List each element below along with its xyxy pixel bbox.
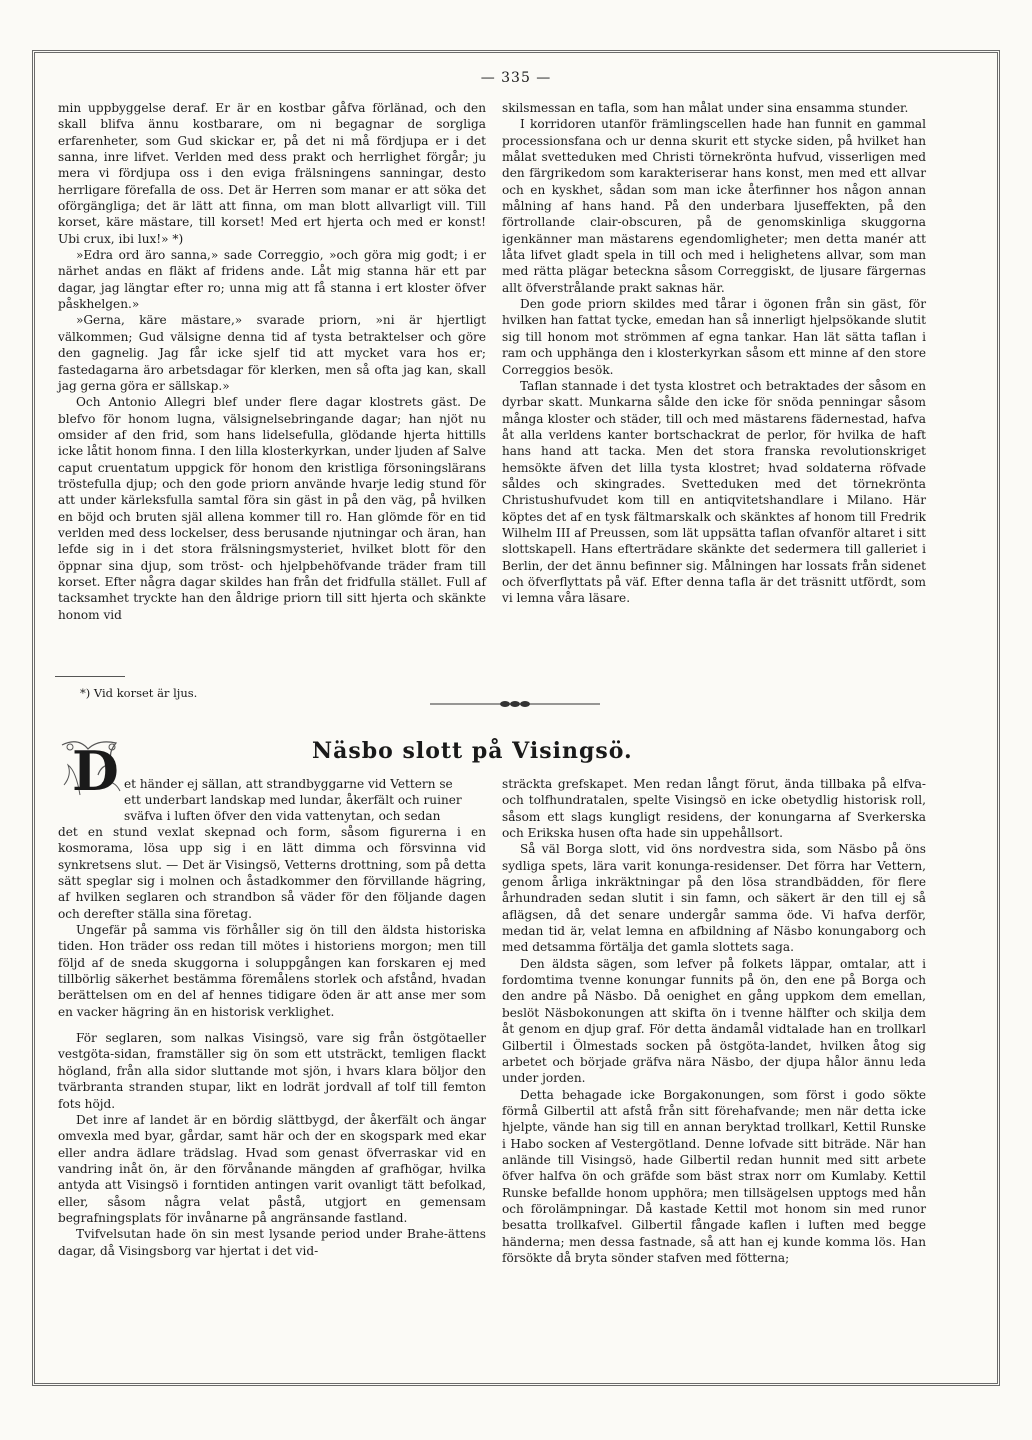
paragraph: »Edra ord äro sanna,» sade Correggio, »och göra mig godt; i er närhet andas en fläkt af fridens ande. Låt mig stanna här ett par dagar, jag längtar efter ro; unna mig att få stanna i ert kloster öfver påskhelgen.» bbox=[58, 248, 486, 312]
paragraph: För seglaren, som nalkas Visingsö, vare sig från östgötaeller vestgöta-sidan, framställer sig ön som ett utsträckt, temligen flackt högland, från alla sidor sluttande mot sjön, i hvars klara böljor den tvärbranta stranden stupar, likt en lodrät jordvall af tolf till femton fots höjd. bbox=[58, 1031, 486, 1111]
column-3-intro-line: et händer ej sällan, att strandbyggarne vid Vettern se bbox=[124, 777, 453, 791]
article-title: Näsbo slott på Visingsö. bbox=[312, 738, 633, 764]
paragraph: Och Antonio Allegri blef under flere dagar klostrets gäst. De blefvo för honom lugna, välsignelsebringande dagar; han njöt nu omsider af den frid, som hans lidelsefulla, glödande hjerta hittills icke låtit honom finna. I den lilla klosterkyrkan, under ljuden af Salve caput cruentatum uppgick för honom den kristliga försoningslärans tröstefulla djup; och den gode priorn använde hvarje ledig stund för att under kärleksfulla samtal föra sin gäst in på den väg, på hvilken en böjd och bruten själ allena kommer till ro. Han glömde för en tid verlden med dess lockelser, dess berusande njutningar och äran, han lefde sig in i det stora frälsningsmysteriet, hvilket blott för den öppnar sina djup, som tröst- och hjelpbehöfvande träder fram till korset. Efter några dagar skildes han från det fridfulla stället. Full af tacksamhet tryckte han den åldrige priorn till sitt hjerta och skänkte honom vid bbox=[58, 395, 486, 622]
paragraph: Det inre af landet är en bördig slättbygd, der åkerfält och ängar omvexla med byar, gårdar, samt här och der en skogspark med ekar eller andra ädlare trädslag. Hvad som genast öfverraskar vid en vandring inåt ön, är den förvånande mängden af grafhögar, hvilka antyda att Visingsö i forntiden antingen varit ovanligt tätt befolkad, eller, såsom några velat påstå, utgjort en gemensam begrafningsplats för invånarne på angränsande fastland. bbox=[58, 1112, 486, 1225]
column-3-intro-line: ett underbart landskap med lundar, åkerfält och ruiner bbox=[124, 793, 462, 807]
paragraph: det en stund vexlat skepnad och form, såsom figurerna i en kosmorama, lösa upp sig i en lätt dimma och försvinna vid synkretsens slut. — Det är Visingsö, Vetterns drottning, som på detta sätt speglar sig i molnen och åstadkommer den förvillande hägring, af hvilken seglaren och strandbon så väder för den följande dagen och derefter ställa sina företag. bbox=[58, 825, 486, 921]
drop-cap-letter: D bbox=[72, 739, 119, 803]
paragraph: Detta behagade icke Borgakonungen, som först i godo sökte förmå Gilbertil att afstå från sitt förehafvande; men när detta icke hjelpte, vände han sig till en annan beryktad trollkarl, Kettil Runske i Habo socken af Vestergötland. Denne lofvade sitt biträde. När han anlände till Visingsö, hade Gilbertil redan hunnit med sitt arbete öfver halfva ön och gräfde som bäst strax norr om Kumlaby. Kettil Runske befallde honom upphöra; men tillsägelsen upptogs med hån och förolämpningar. Då kastade Kettil mot honom sin med runor besatta trollkafvel. Gilbertil fångade kaflen i luften med begge händerna; men dessa fastnade, så att han ej kunde komma lös. Han försökte då bryta sönder stafven med fötterna; bbox=[502, 1087, 926, 1265]
drop-cap bbox=[58, 735, 124, 803]
footnote-rule bbox=[55, 676, 125, 677]
paragraph: skilsmessan en tafla, som han målat under sina ensamma stunder. bbox=[502, 101, 909, 115]
paragraph: I korridoren utanför främlingscellen hade han funnit en gammal processionsfana och ur denna skurit ett stycke siden, på hvilket han målat svetteduken med Christi törnekrönta hufvud, visserligen med den färgrikedom som karakteriserar hans konst, men med ett allvar och en kyskhet, sådan som man icke återfinner hos någon annan målning af hans hand. På den underbara ljuseffekten, på den förtrollande clair-obscuren, på de genomskinliga skuggorna igenkänner man mästarens egendomligheter; men detta manér att låta lifvet gladt spela in till och med i helighetens allvar, som man med rätta plägar beteckna såsom Correggiskt, de ljusare färgernas allt öfverstrålande prakt saknas här. bbox=[502, 117, 926, 295]
paragraph: Taflan stannade i det tysta klostret och betraktades der såsom en dyrbar skatt. Munkarna sålde den icke för snöda penningar såsom många kloster och städer, till och med mästarens fädernestad, hafva åt alla verldens kanter bortschackrat de perlor, för hvilka de haft hans hand att tacka. Men det stora franska revolutionskriget hemsökte äfven det lilla tysta klostret; hvad soldaterna röfvade såldes och skingrades. Svetteduken med det törnekrönta Christushufvudet kom till en antiqvitetshandlare i Milano. Här köptes det af en tysk fältmarskalk och skänktes af honom till Fredrik Wilhelm III af Preussen, som lät uppsätta taflan ofvanför altaret i sitt slottskapell. Hans efterträdare skänkte det sedermera till galleriet i Berlin, der det ännu befinner sig. Målningen har lossats från sidenet och öfverflyttats på väf. Efter denna tafla är det träsnitt utfördt, som vi lemna våra läsare. bbox=[502, 378, 926, 606]
paragraph: min uppbyggelse deraf. Er är en kostbar gåfva förlänad, och den skall blifva ännu kostbarare, om ni begagnar de sorgliga erfarenheter, som Gud skickar er, på det ni må fördjupa er i det sanna, inre lifvet. Verlden med dess prakt och herrlighet förgår; ju mera vi fördjupa oss i den eviga frälsningens sanningar, desto herrligare förefalla de oss. Det är Herren som manar er att söka det oförgängliga; det är lätt att finna, om man blott allvarligt vill. Till korset, käre mästare, till korset! Med ert hjerta och med er konst! Ubi crux, ibi lux!» *) bbox=[58, 101, 486, 246]
column-2 bbox=[502, 100, 926, 607]
paragraph: »Gerna, käre mästare,» svarade priorn, »ni är hjertligt välkommen; Gud välsigne denna tid af tysta betraktelser och göre den gagnelig. Jag får icke sjelf tid att mycket vara hos er; fastedagarna äro arbetsdagar för klerken, men så ofta jag kan, skall jag gerna göra er sällskap.» bbox=[58, 313, 486, 393]
page-number: — 335 — bbox=[480, 70, 552, 86]
column-1 bbox=[58, 100, 486, 623]
footnote: *) Vid korset är ljus. bbox=[80, 686, 198, 700]
paragraph: Den gode priorn skildes med tårar i ögonen från sin gäst, för hvilken han fattat tycke, emedan han så innerligt hjelpsökande slutit sig till honom mot strömmen af egna tankar. Han lät sätta taflan i ram och upphänga den i klosterkyrkan såsom ett minne af den store Correggios besök. bbox=[502, 297, 926, 377]
paragraph: Så väl Borga slott, vid öns nordvestra sida, som Näsbo på öns sydliga spets, lära varit konunga-residenser. Det förra har Vettern, genom årliga inkräktningar på den lösa strandbädden, för flere århundraden sedan slutit i sin famn, och säkert är den till ej så aflägsen, då det senare undergår samma öde. Vi hafva derför, medan tid är, velat lemna en afbildning af Näsbo konungaborg och med detsamma förtälja det gamla slottets saga. bbox=[502, 842, 926, 955]
ornament-divider bbox=[430, 700, 600, 708]
paragraph: Tvifvelsutan hade ön sin mest lysande period under Brahe-ättens dagar, då Visingsborg var hjertat i det vid- bbox=[58, 1227, 486, 1258]
paragraph: sträckta grefskapet. Men redan långt förut, ända tillbaka på elfva- och tolfhundratalen, spelte Visingsö en icke obetydlig historisk roll, såsom ett slags kungligt residens, der konungarna af Sverkerska och Erikska husen ofta hade sin uppehållsort. bbox=[502, 777, 926, 841]
paragraph: Den äldsta sägen, som lefver på folkets läppar, omtalar, att i fordomtima tvenne konungar funnits på ön, den ene på Borga och den andre på Näsbo. Då oenighet en gång uppkom dem emellan, beslöt Näsbokonungen att skifta ön i tvenne hälfter och skilja dem åt genom en djup graf. För detta ändamål vidtalade han en trollkarl Gilbertil i Ölmestads socken på östgöta-landet, hvilken åtog sig arbetet och började gräfva nära Näsbo, der djupa hålor ännu leda under jorden. bbox=[502, 956, 926, 1086]
column-4 bbox=[502, 776, 926, 1266]
column-3-intro-line: sväfva i luften öfver den vida vattenytan, och sedan bbox=[124, 809, 441, 823]
column-3 bbox=[58, 824, 486, 1259]
paragraph: Ungefär på samma vis förhåller sig ön till den äldsta historiska tiden. Hon träder oss redan till mötes i historiens morgon; men till följd af de sneda skuggorna i soluppgången kan forskaren ej med tillbörlig säkerhet bestämma föremålens storlek och afstånd, hvadan berättelsen om en del af hennes tidigare öden är att anse mer som en vacker hägring än en historisk verklighet. bbox=[58, 923, 486, 1019]
